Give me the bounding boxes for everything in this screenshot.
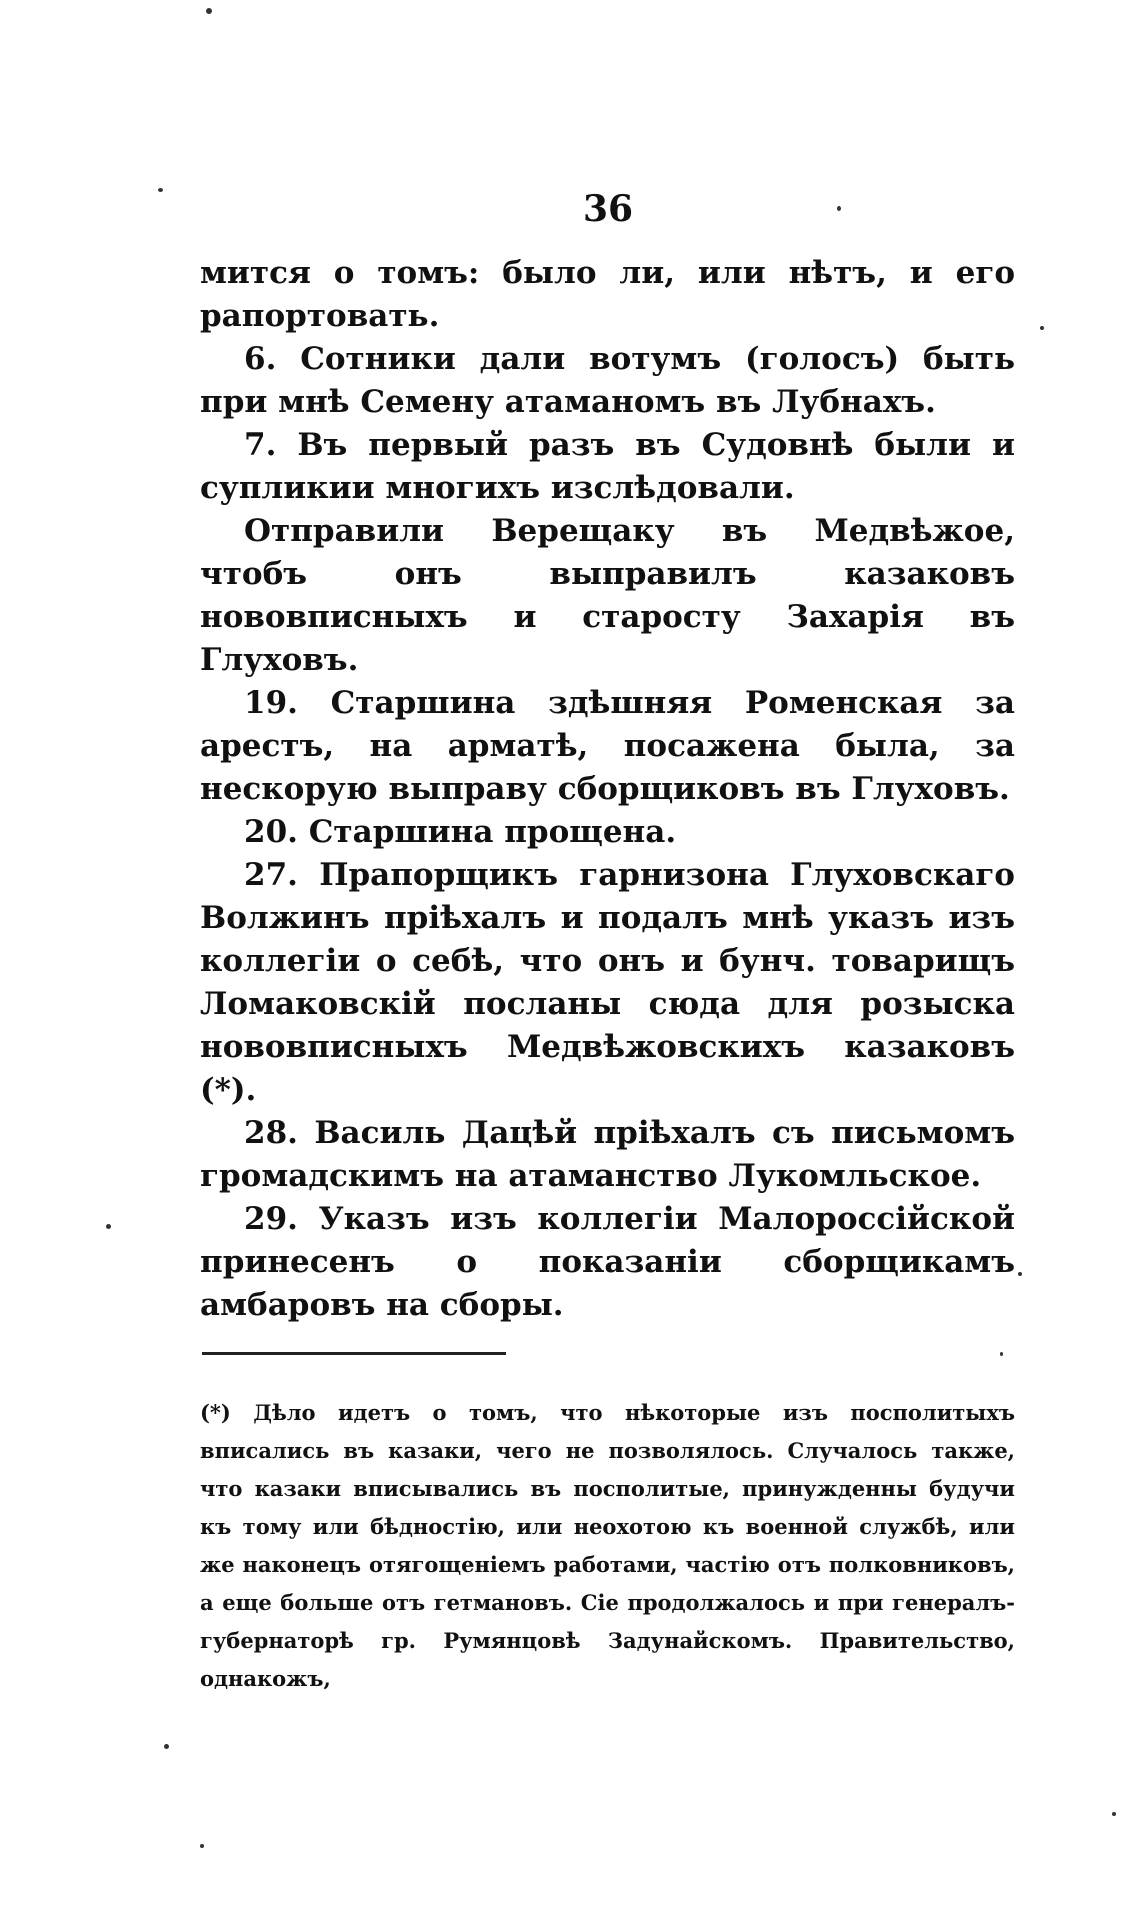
scan-speck bbox=[164, 1744, 169, 1749]
scan-speck bbox=[206, 8, 212, 14]
paragraph-entry-19: 19. Старшина здѣшняя Роменская за арестъ, на арматѣ, посажена была, за нескорую выправу сборщиковъ въ Глуховъ. bbox=[200, 685, 1015, 807]
page-number: 36 bbox=[582, 188, 634, 230]
footnote-divider bbox=[202, 1352, 506, 1355]
scan-speck bbox=[1000, 1352, 1003, 1356]
paragraph-entry-27: 27. Прапорщикъ гарнизона Глуховскаго Волжинъ пріѣхалъ и подалъ мнѣ указъ изъ коллегіи о себѣ, что онъ и бунч. товарищъ Ломаковскій посланы сюда для розыска нововписныхъ Медвѣжовскихъ казаковъ (*). bbox=[200, 857, 1015, 1108]
scan-speck bbox=[1112, 1812, 1116, 1816]
paragraph-entry-7: 7. Въ первый разъ въ Судовнѣ были и супликии многихъ изслѣдовали. bbox=[200, 427, 1015, 506]
paragraph-entry-29: 29. Указъ изъ коллегіи Малороссійской принесенъ о показаніи сборщикамъ амбаровъ на сборы. bbox=[200, 1201, 1015, 1323]
scan-speck bbox=[158, 188, 163, 192]
paragraph-continuation: мится о томъ: было ли, или нѣтъ, и его рапортовать. bbox=[200, 255, 1015, 334]
main-text bbox=[200, 252, 1015, 1327]
paragraph-entry-28: 28. Василь Дацѣй пріѣхалъ съ письмомъ громадскимъ на атаманство Лукомльское. bbox=[200, 1115, 1015, 1194]
footnote-block bbox=[200, 1394, 1015, 1698]
paragraph-entry-20: 20. Старшина прощена. bbox=[244, 814, 677, 850]
scan-speck bbox=[106, 1224, 111, 1229]
footnote: (*) Дѣло идетъ о томъ, что нѣкоторые изъ посполитыхъ вписались въ казаки, чего не позволялось. Случалось также, что казаки вписывались въ посполитые, принужденны будучи къ тому или бѣдностію, или неохотою къ военной службѣ, или же наконецъ отягощеніемъ работами, частію отъ полковниковъ, а еще больше отъ гетмановъ. Сіе продолжалось и при генералъ-губернаторѣ гр. Румянцовѣ Задунайскомъ. Правительство, однакожъ, bbox=[200, 1400, 1015, 1691]
scan-speck bbox=[200, 1844, 204, 1848]
scan-speck bbox=[837, 206, 841, 211]
paragraph-verescshaka: Отправили Верещаку въ Медвѣжое, чтобъ онъ выправилъ казаковъ нововписныхъ и старосту Захарія въ Глуховъ. bbox=[200, 513, 1015, 678]
scan-speck bbox=[1018, 1272, 1022, 1276]
paragraph-entry-6: 6. Сотники дали вотумъ (голосъ) быть при мнѣ Семену атаманомъ въ Лубнахъ. bbox=[200, 341, 1015, 420]
scan-speck bbox=[1040, 326, 1044, 330]
